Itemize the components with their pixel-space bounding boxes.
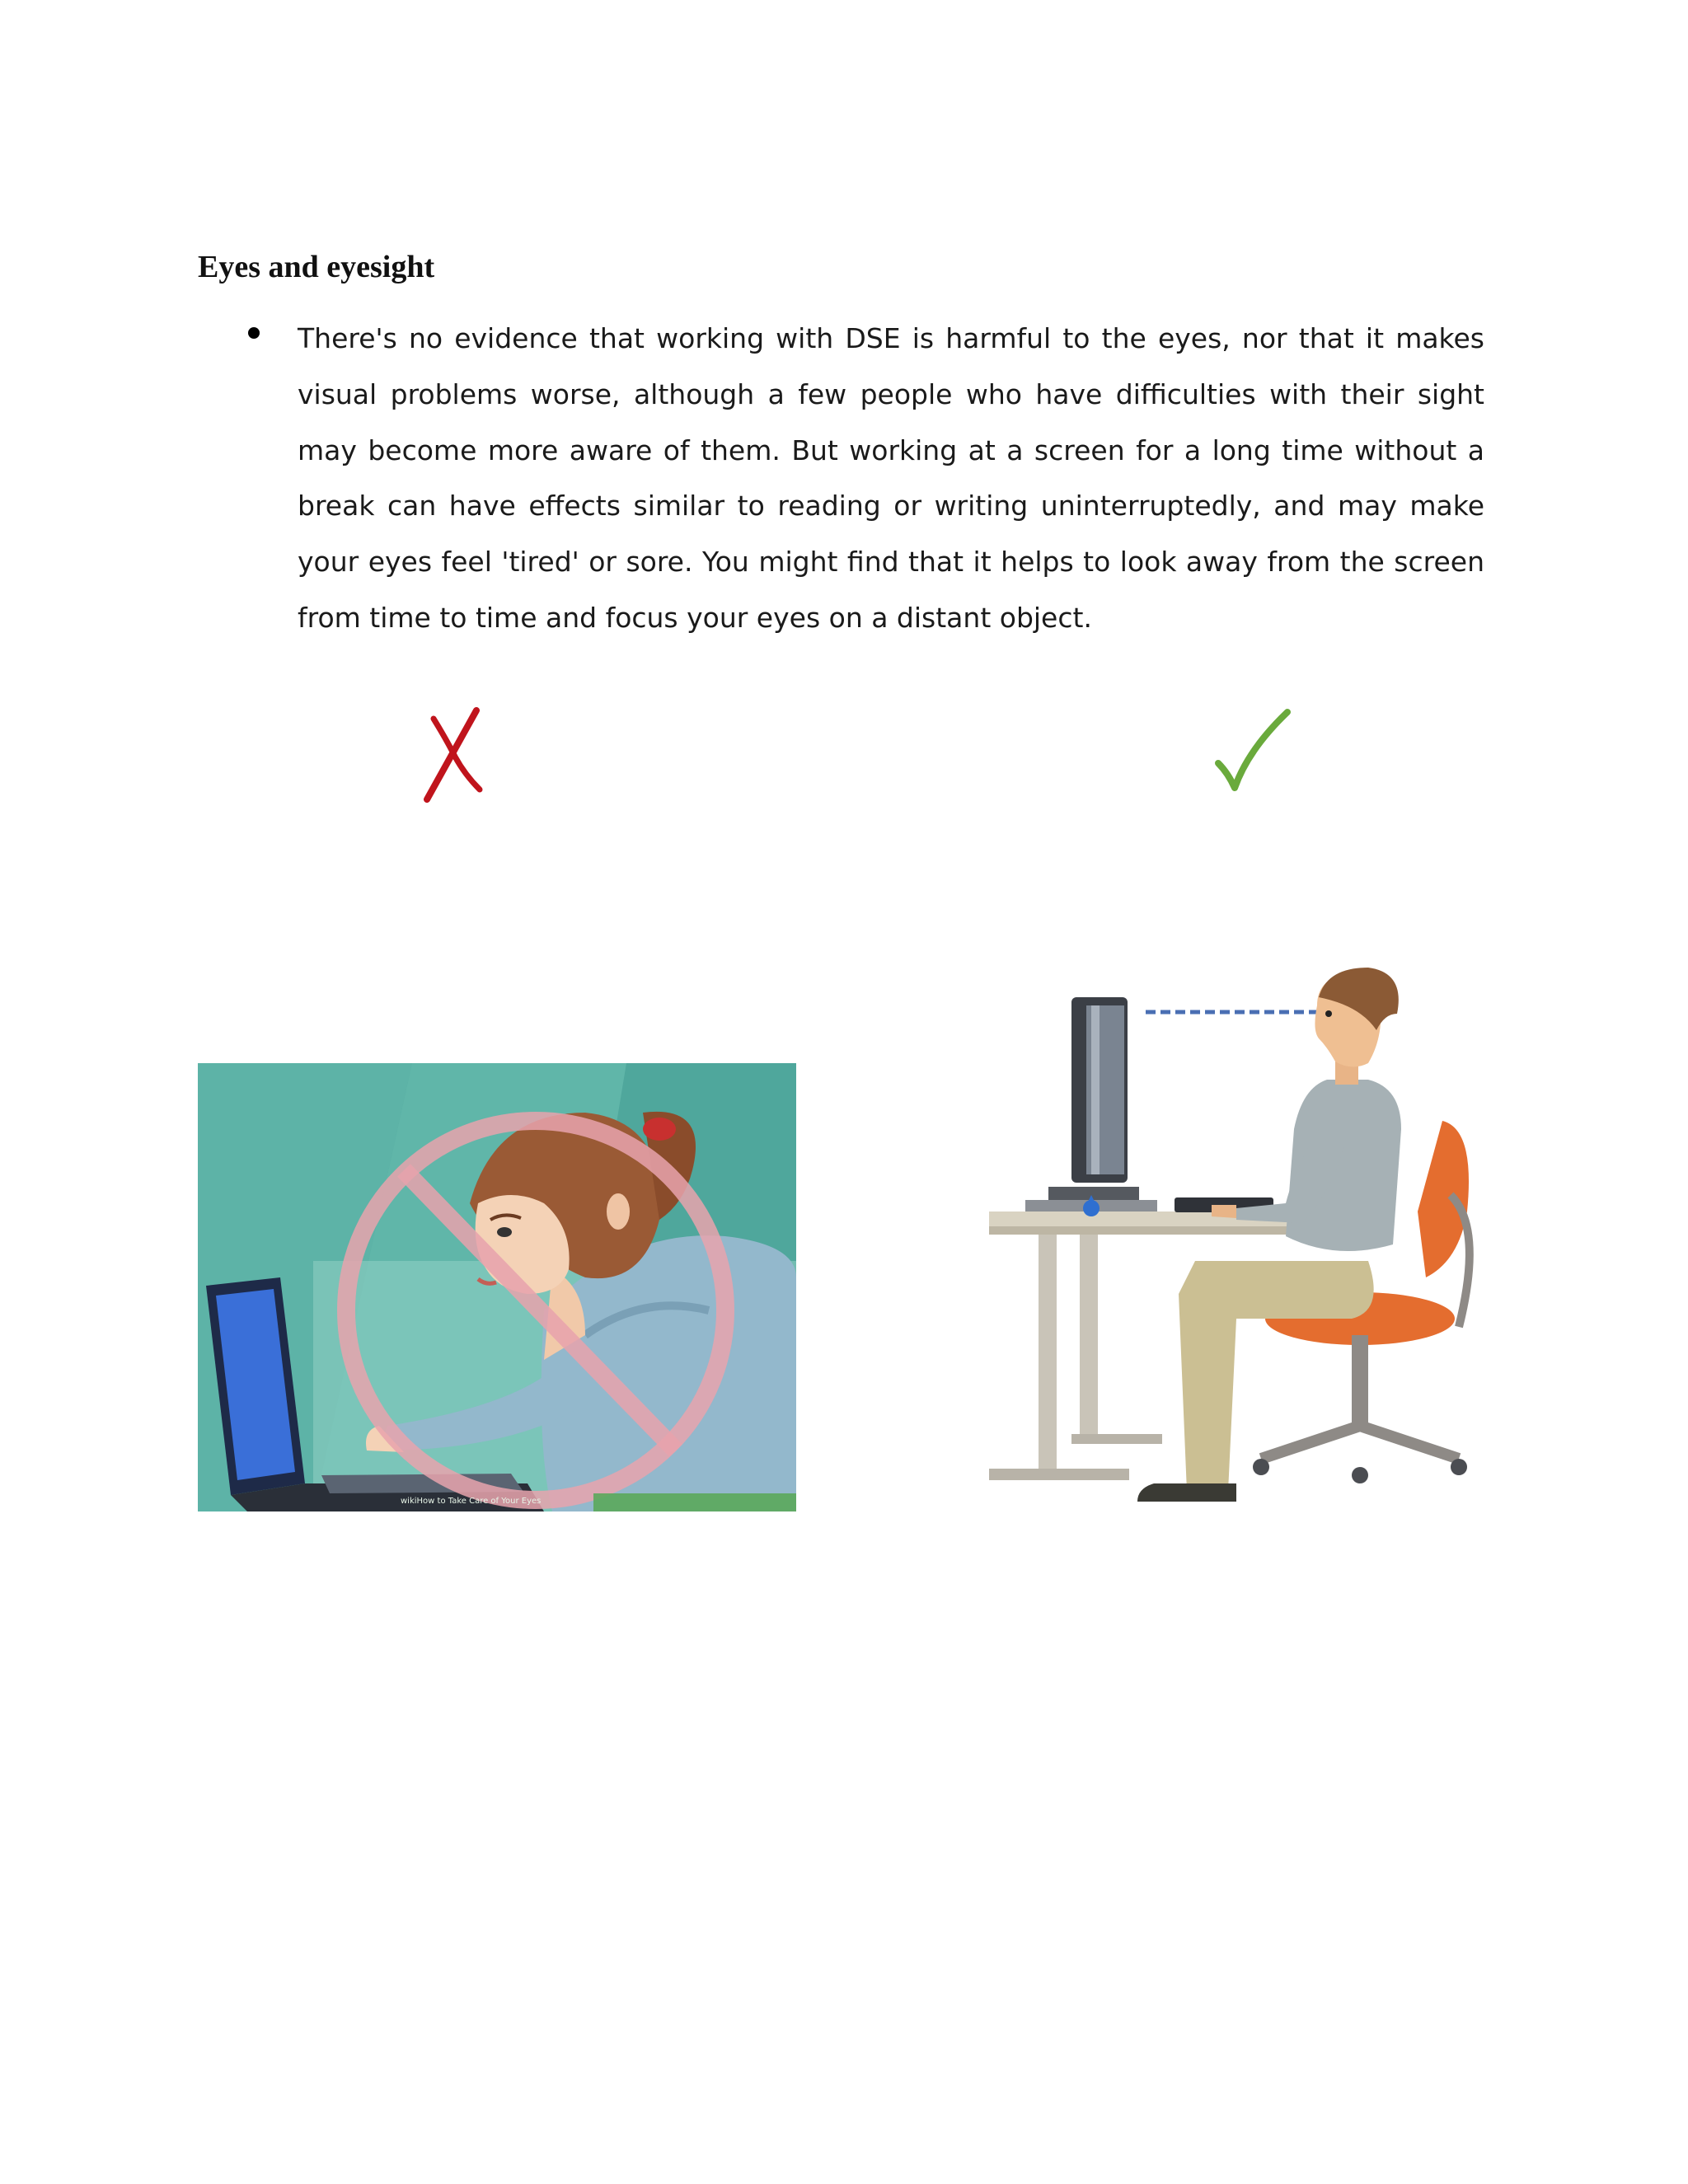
image-credit-strip: wikiHow to Take Care of Your Eyes xyxy=(401,1497,542,1506)
cross-mark-icon xyxy=(422,707,485,803)
check-mark-icon xyxy=(1215,709,1291,793)
bullet-paragraph: There's no evidence that working with DSE is harmful to the eyes, nor that it makes visual problems worse, although a few people who have difficulties with their sight may become more aware of them. But working at a screen for a long time without a break can have effects similar to reading or writing uninterruptedly, and may make your eyes feel 'tired' or sore. You might find that it helps to look away from the screen from time to time and focus your eyes on a distant object. xyxy=(298,322,1484,634)
section-heading: Eyes and eyesight xyxy=(198,250,435,284)
bullet-marker xyxy=(248,327,260,339)
good-posture-illustration xyxy=(989,964,1492,1511)
bad-posture-illustration xyxy=(198,1063,796,1511)
